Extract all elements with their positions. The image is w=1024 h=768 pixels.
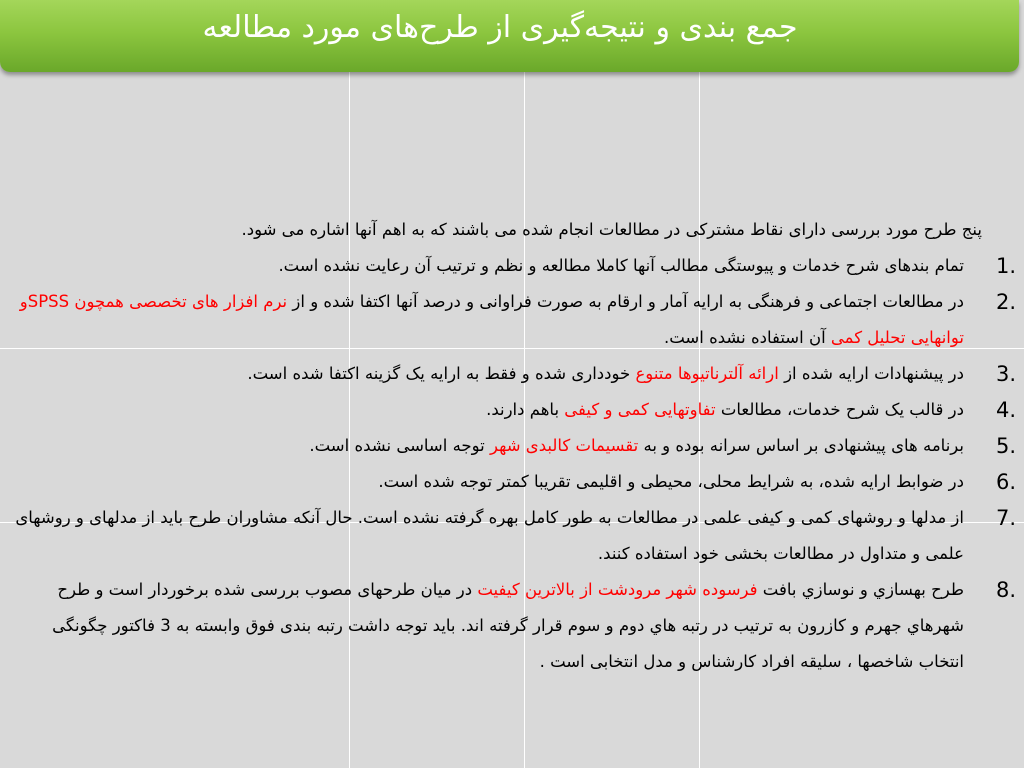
list-item-number: 1. — [995, 254, 1016, 278]
highlighted-text: نرم افزار های تخصصی همچون SPSS — [27, 292, 288, 311]
list-item-text: در پیشنهادات ارایه شده از — [778, 364, 964, 383]
highlighted-text: تقسیمات کالبدی شهر — [490, 436, 639, 455]
list-item — [10, 572, 1016, 680]
numbered-list — [10, 248, 1016, 680]
title-bar — [0, 0, 1019, 72]
list-item-number: 7. — [995, 506, 1016, 530]
list-item-number: 6. — [995, 470, 1016, 494]
list-item-text: طرح بهسازي و نوسازي بافت — [757, 580, 964, 599]
list-item-text: آن استفاده نشده است. — [663, 328, 831, 347]
list-item-text: توجه اساسی نشده است. — [309, 436, 490, 455]
list-item-number: 4. — [995, 398, 1016, 422]
list-item-text: تمام بندهای شرح خدمات و پیوستگی مطالب آنها کاملا مطالعه و نظم و ترتیب آن رعایت نشده است. — [278, 256, 964, 275]
list-item-text: در ضوابط ارایه شده، به شرایط محلی، محیطی و اقلیمی تقریبا کمتر توجه شده است. — [378, 472, 964, 491]
list-item — [10, 248, 1016, 284]
intro-text: پنج طرح مورد بررسی دارای نقاط مشترکی در مطالعات انجام شده می باشند که به اهم آنها اشاره می شود. — [241, 220, 982, 239]
list-item-number: 5. — [995, 434, 1016, 458]
slide-title: جمع بندی و نتیجه‌گیری از طرح‌های مورد مطالعه — [202, 10, 798, 45]
list-item — [10, 284, 1016, 356]
list-item-text: از مدلها و روشهای کمی و کیفی علمی در مطالعات به طور کامل بهره گرفته نشده است. حال آنکه مشاوران طرح باید از مدلهای و روشهای علمی و متداول در مطالعات بخشی خود استفاده کنند. — [15, 508, 964, 563]
list-item-text: برنامه های پیشنهادی بر اساس سرانه بوده و به — [638, 436, 964, 455]
highlighted-text: و توانهایی تحلیل کمی — [19, 292, 964, 347]
slide-content — [10, 212, 1016, 680]
list-item-text: در قالب یک شرح خدمات، مطالعات — [715, 400, 964, 419]
list-item-text: در میان طرحهای مصوب بررسی شده برخوردار است و طرح شهرهاي جهرم و کازرون به ترتيب در رتبه هاي دوم و سوم قرار گرفته اند. باید توجه داشت رتبه بندی فوق وابسته به 3 فاکتور چگونگی انتخاب شاخصها ، سلیقه افراد کارشناس و مدل انتخابی است . — [52, 580, 964, 671]
list-item — [10, 500, 1016, 572]
list-item-number: 3. — [995, 362, 1016, 386]
highlighted-text: فرسوده شهر مرودشت از بالاترین کیفیت — [477, 580, 758, 599]
list-item-text: باهم دارند. — [486, 400, 565, 419]
list-item-text: خودداری شده و فقط به ارایه یک گزینه اکتفا شده است. — [247, 364, 636, 383]
list-item — [10, 356, 1016, 392]
list-item-number: 8. — [995, 578, 1016, 602]
list-item-text: در مطالعات اجتماعی و فرهنگی به ارایه آمار و ارقام به صورت فراوانی و درصد آنها اکتفا شده و از — [287, 292, 964, 311]
list-item — [10, 428, 1016, 464]
highlighted-text: ارائه آلترناتیوها متنوع — [635, 364, 779, 383]
list-item-number: 2. — [995, 290, 1016, 314]
highlighted-text: تفاوتهایی کمی و کیفی — [564, 400, 716, 419]
list-item — [10, 464, 1016, 500]
list-item — [10, 392, 1016, 428]
